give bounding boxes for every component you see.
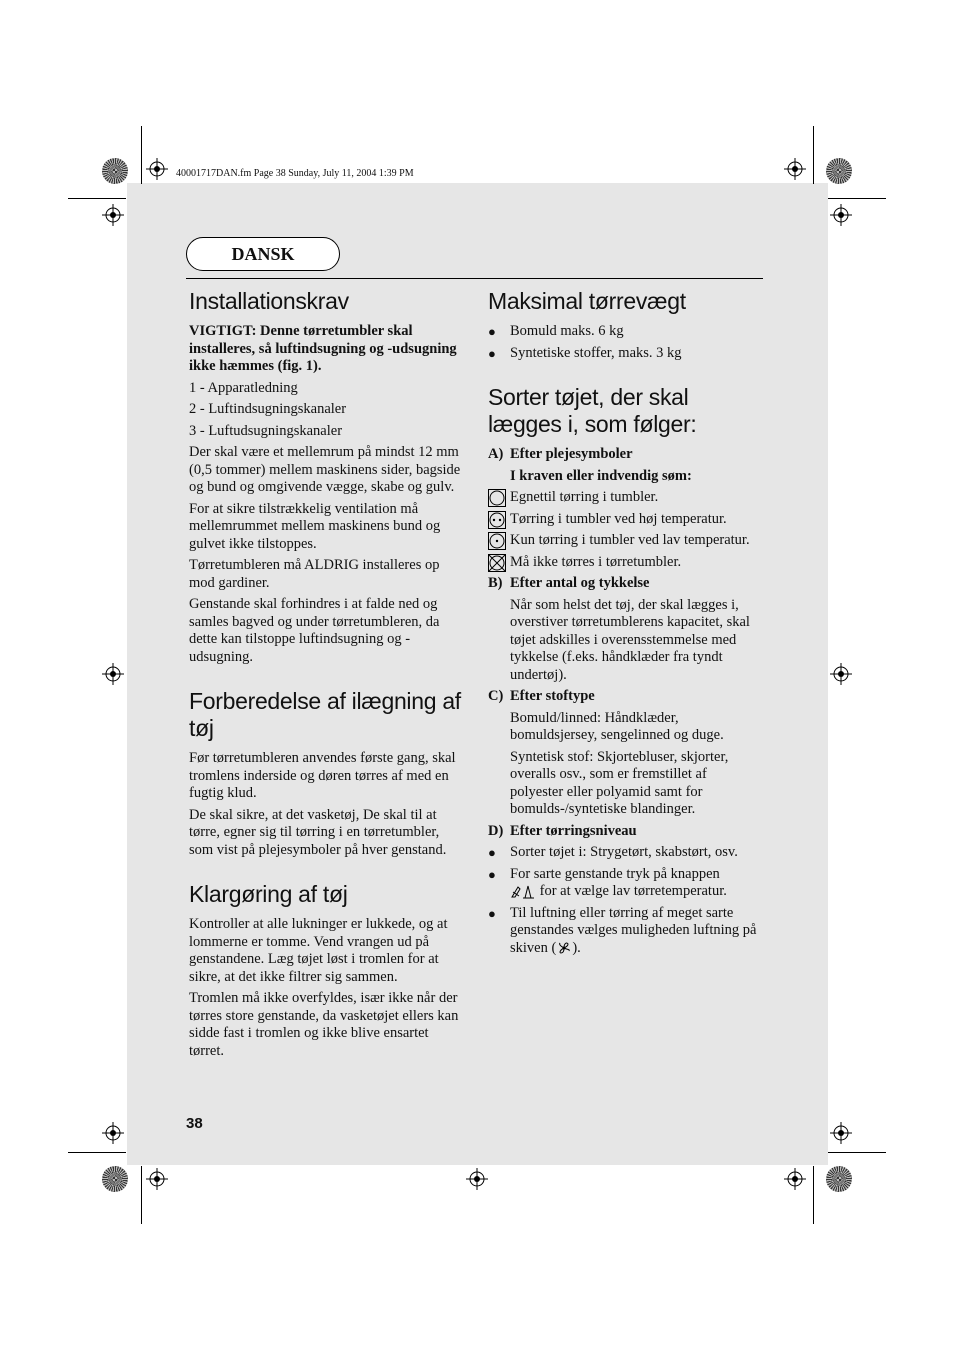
installation-heading: Installationskrav bbox=[189, 288, 349, 314]
color-rosette-icon bbox=[102, 1166, 128, 1192]
delicate-button-icon bbox=[510, 884, 536, 900]
color-rosette-icon bbox=[826, 158, 852, 184]
list-item: ● Til luftning eller tørring af meget sarte genstandes vælges muligheden luftning på skiven ( ). bbox=[488, 905, 763, 958]
file-stamp: 40001717DAN.fm Page 38 Sunday, July 11, 2004 1:39 PM bbox=[176, 168, 414, 179]
color-rosette-icon bbox=[102, 158, 128, 184]
crop-mark bbox=[141, 126, 142, 184]
crop-mark bbox=[68, 198, 126, 199]
list-item: 3 - Luftudsugningskanaler bbox=[189, 422, 343, 439]
crop-mark bbox=[813, 1166, 814, 1224]
important-note: VIGTIGT: Denne tørretumbler skal installeres, så luftindsugning og -udsugning ikke hæmmes (fig. 1). bbox=[189, 323, 457, 374]
paragraph: Syntetisk stof: Skjortebluser, skjorter, overalls osv., som er fremstillet af polyester eller polyamid samt for bomulds-/syntetiske blandinger. bbox=[510, 748, 729, 817]
tumble-dry-high-icon bbox=[488, 511, 506, 529]
list-item: ● Sorter tøjet i: Strygetørt, skabstørt, osv. bbox=[488, 844, 763, 862]
section-a-sub: I kraven eller indvendig søm: bbox=[510, 467, 692, 484]
paragraph: For at sikre tilstrækkelig ventilation må mellemrummet mellem maskinens bund og gulvet ikke tilstoppes. bbox=[189, 500, 441, 552]
page-number: 38 bbox=[186, 1115, 203, 1132]
list-item: ● For sarte genstande tryk på knappen for at vælge lav tørretemperatur. bbox=[488, 866, 763, 901]
paragraph: Kontroller at alle lukninger er lukkede, og at lommerne er tomme. Vend vrangen ud på genstandene. Læg tøjet løst i tromlen for at sikre, at det ikke filtrer sig sammen. bbox=[189, 916, 448, 985]
care-symbol-row: Egnettil tørring i tumbler. bbox=[488, 489, 763, 507]
paragraph: Bomuld/linned: Håndklæder, bomuldsjersey, sengelinned og duge. bbox=[510, 709, 724, 743]
registration-mark-icon bbox=[466, 1168, 488, 1190]
registration-mark-icon bbox=[784, 158, 806, 180]
crop-mark bbox=[68, 1152, 126, 1153]
max-weight-heading: Maksimal tørrevægt bbox=[488, 288, 686, 314]
section-c-label: C) Efter stoftype bbox=[488, 688, 595, 704]
left-column bbox=[189, 288, 467, 1064]
list-item: ● Bomuld maks. 6 kg bbox=[488, 323, 763, 341]
section-a-label: A) Efter plejesymboler bbox=[488, 446, 633, 462]
list-item: 2 - Luftindsugningskanaler bbox=[189, 401, 347, 417]
care-symbol-row: Må ikke tørres i tørretumbler. bbox=[488, 554, 763, 572]
crop-mark bbox=[828, 1152, 886, 1153]
sorting-heading: Sorter tøjet, der skal lægges i, som følger: bbox=[488, 384, 697, 437]
language-tab: DANSK bbox=[186, 237, 340, 271]
care-symbol-row: Kun tørring i tumbler ved lav temperatur. bbox=[488, 532, 763, 550]
section-b-label: B) Efter antal og tykkelse bbox=[488, 575, 650, 591]
registration-mark-icon bbox=[102, 1122, 124, 1144]
paragraph: Genstande skal forhindres i at falde ned og samles bagved og under tørretumbleren, da dette kan tilstoppe luftindsugning og -udsugning. bbox=[189, 596, 440, 665]
section-d-label: D) Efter tørringsniveau bbox=[488, 822, 637, 839]
header-rule bbox=[186, 278, 763, 279]
paragraph: Tørretumbleren må ALDRIG installeres op mod gardiner. bbox=[189, 557, 440, 591]
registration-mark-icon bbox=[146, 158, 168, 180]
registration-mark-icon bbox=[102, 663, 124, 685]
registration-mark-icon bbox=[830, 663, 852, 685]
registration-mark-icon bbox=[784, 1168, 806, 1190]
care-symbol-row: Tørring i tumbler ved høj temperatur. bbox=[488, 511, 763, 529]
tumble-dry-low-icon bbox=[488, 532, 506, 550]
registration-mark-icon bbox=[830, 204, 852, 226]
registration-mark-icon bbox=[102, 204, 124, 226]
list-item: 1 - Apparatledning bbox=[189, 379, 298, 396]
registration-mark-icon bbox=[146, 1168, 168, 1190]
tumble-dry-icon bbox=[488, 489, 506, 507]
crop-mark bbox=[813, 126, 814, 184]
right-column bbox=[488, 288, 763, 961]
paragraph: Før tørretumbleren anvendes første gang, skal tromlens inderside og døren tørres af med en fugtig klud. bbox=[189, 750, 456, 801]
color-rosette-icon bbox=[826, 1166, 852, 1192]
list-item: ● Syntetiske stoffer, maks. 3 kg bbox=[488, 345, 763, 363]
fan-icon bbox=[556, 940, 572, 956]
preparation-heading: Forberedelse af ilægning af tøj bbox=[189, 688, 461, 741]
loading-heading: Klargøring af tøj bbox=[189, 881, 348, 907]
crop-mark bbox=[141, 1166, 142, 1224]
do-not-tumble-dry-icon bbox=[488, 554, 506, 572]
registration-mark-icon bbox=[830, 1122, 852, 1144]
paragraph: Der skal være et mellemrum på mindst 12 mm (0,5 tommer) mellem maskinens sider, bagside og bund og omgivende vægge, skabe og gulv. bbox=[189, 444, 461, 495]
crop-mark bbox=[828, 198, 886, 199]
paragraph: Når som helst det tøj, der skal lægges i, overstiver tørretumblerens kapacitet, skal tøjet adskilles i overensstemmelse med tykkelse (f.eks. håndklæder fra tyndt undertøj). bbox=[510, 596, 750, 683]
paragraph: De skal sikre, at det vasketøj, De skal til at tørre, egner sig til tørring i en tørretumbler, som vist på plejesymboler på hver genstand. bbox=[189, 806, 447, 858]
paragraph: Tromlen må ikke overfyldes, især ikke når der tørres store genstande, da vasketøjet ellers kan sidde fast i tromlen og ikke blive ensartet tørret. bbox=[189, 990, 459, 1059]
